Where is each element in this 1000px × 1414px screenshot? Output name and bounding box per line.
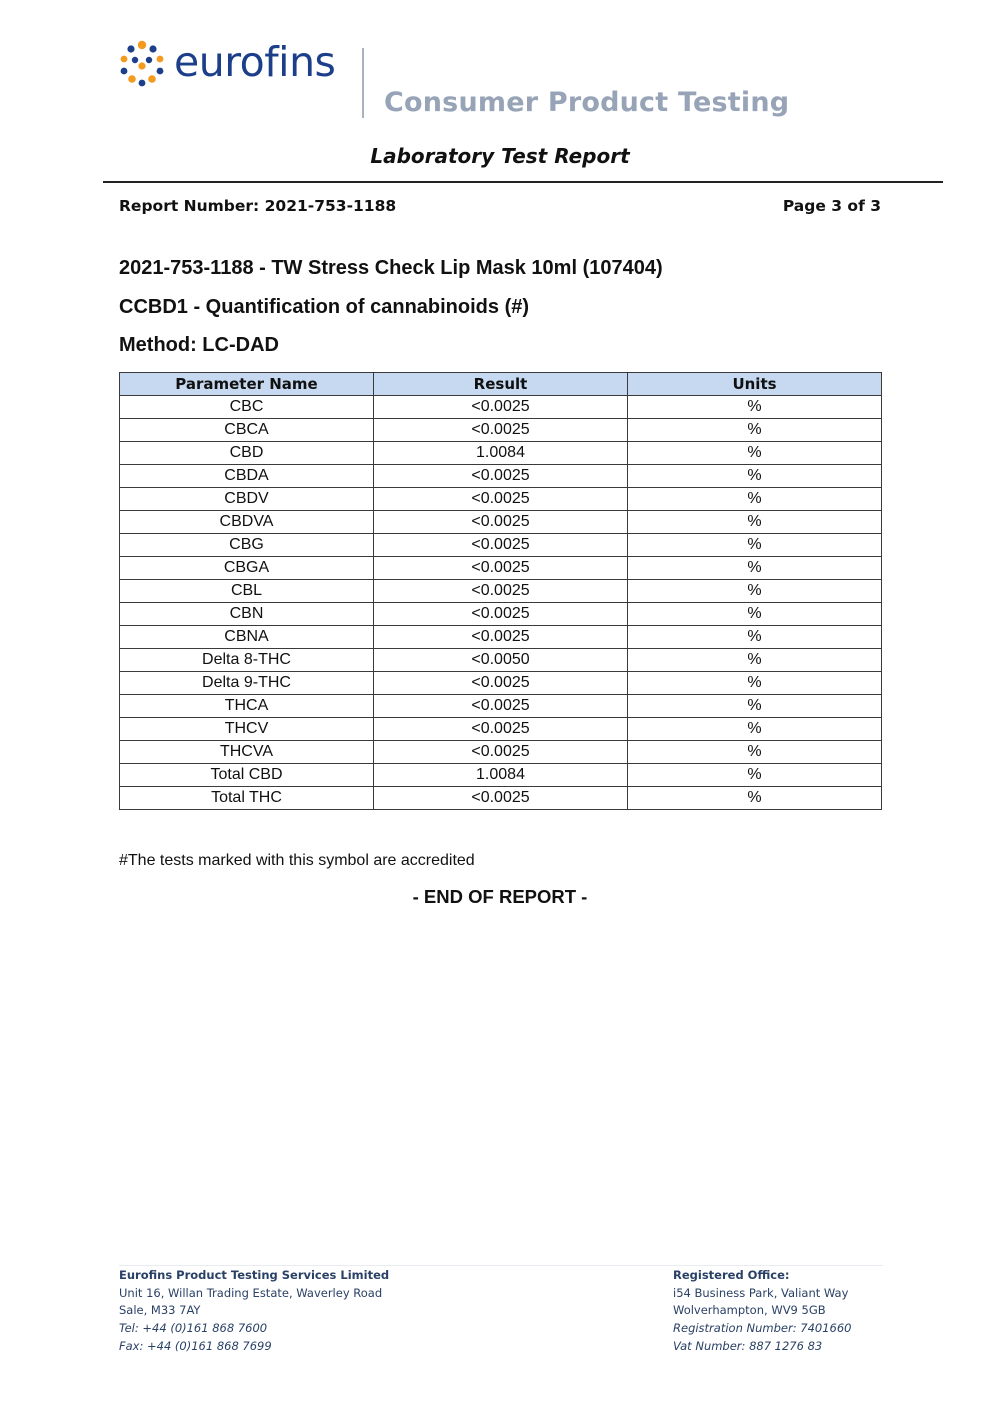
footer-office-address-2: Wolverhampton, WV9 5GB xyxy=(673,1303,826,1318)
parameter-cell: CBDA xyxy=(120,465,374,488)
unit-cell: % xyxy=(628,649,882,672)
unit-cell: % xyxy=(628,465,882,488)
sample-title: 2021-753-1188 - TW Stress Check Lip Mask 10ml (107404) xyxy=(119,257,663,279)
unit-cell: % xyxy=(628,511,882,534)
footer-tel: Tel: +44 (0)161 868 7600 xyxy=(119,1321,268,1336)
table-row xyxy=(120,649,882,672)
table-row xyxy=(120,695,882,718)
parameter-cell: CBDV xyxy=(120,488,374,511)
footer-office-address-1: i54 Business Park, Valiant Way xyxy=(673,1285,849,1300)
footer-registered-office-title: Registered Office: xyxy=(673,1268,790,1282)
parameter-cell: CBNA xyxy=(120,626,374,649)
result-cell: <0.0025 xyxy=(374,626,628,649)
unit-cell: % xyxy=(628,787,882,810)
unit-cell: % xyxy=(628,672,882,695)
table-row xyxy=(120,396,882,419)
parameter-cell: CBC xyxy=(120,396,374,419)
result-cell: 1.0084 xyxy=(374,764,628,787)
table-header-row xyxy=(120,373,882,396)
parameter-cell: CBG xyxy=(120,534,374,557)
parameter-cell: Total THC xyxy=(120,787,374,810)
parameter-cell: Total CBD xyxy=(120,764,374,787)
unit-cell: % xyxy=(628,764,882,787)
parameter-cell: Delta 9-THC xyxy=(120,672,374,695)
parameter-cell: CBL xyxy=(120,580,374,603)
unit-cell: % xyxy=(628,488,882,511)
parameter-cell: THCV xyxy=(120,718,374,741)
test-title: CCBD1 - Quantification of cannabinoids (#) xyxy=(119,296,530,318)
page-number: Page 3 of 3 xyxy=(782,197,881,215)
parameter-cell: CBN xyxy=(120,603,374,626)
result-cell: <0.0025 xyxy=(374,672,628,695)
parameter-cell: CBD xyxy=(120,442,374,465)
footer-fax: Fax: +44 (0)161 868 7699 xyxy=(119,1338,272,1353)
footer-vat-number: Vat Number: 887 1276 83 xyxy=(673,1338,823,1353)
result-cell: <0.0025 xyxy=(374,488,628,511)
result-cell: <0.0025 xyxy=(374,695,628,718)
unit-cell: % xyxy=(628,603,882,626)
parameter-cell: THCA xyxy=(120,695,374,718)
result-cell: <0.0025 xyxy=(374,396,628,419)
unit-cell: % xyxy=(628,534,882,557)
parameter-cell: Delta 8-THC xyxy=(120,649,374,672)
footer-company-address-1: Unit 16, Willan Trading Estate, Waverley Road xyxy=(119,1285,383,1300)
end-of-report: - END OF REPORT - xyxy=(412,886,588,907)
result-cell: <0.0025 xyxy=(374,580,628,603)
column-header-units: Units xyxy=(628,373,882,396)
result-cell: <0.0025 xyxy=(374,511,628,534)
logo-wordmark: eurofins xyxy=(174,38,336,86)
result-cell: <0.0025 xyxy=(374,718,628,741)
result-cell: <0.0025 xyxy=(374,534,628,557)
result-cell: 1.0084 xyxy=(374,442,628,465)
footer-registered-office-block xyxy=(673,1267,851,1356)
result-cell: <0.0025 xyxy=(374,787,628,810)
column-header-result: Result xyxy=(374,373,628,396)
unit-cell: % xyxy=(628,741,882,764)
accreditation-note: #The tests marked with this symbol are accredited xyxy=(119,852,475,869)
results-table xyxy=(119,372,882,810)
parameter-cell: CBDVA xyxy=(120,511,374,534)
parameter-cell: CBCA xyxy=(120,419,374,442)
eurofins-logo-mark xyxy=(118,40,166,88)
unit-cell: % xyxy=(628,695,882,718)
result-cell: <0.0025 xyxy=(374,603,628,626)
report-number: Report Number: 2021-753-1188 xyxy=(119,197,397,215)
table-row xyxy=(120,787,882,810)
unit-cell: % xyxy=(628,718,882,741)
table-row xyxy=(120,534,882,557)
footer-rule xyxy=(119,1265,883,1266)
footer-registration-number: Registration Number: 7401660 xyxy=(673,1321,852,1336)
result-cell: <0.0050 xyxy=(374,649,628,672)
unit-cell: % xyxy=(628,626,882,649)
unit-cell: % xyxy=(628,419,882,442)
unit-cell: % xyxy=(628,580,882,603)
table-row xyxy=(120,488,882,511)
result-cell: <0.0025 xyxy=(374,465,628,488)
footer-company-name: Eurofins Product Testing Services Limited xyxy=(119,1268,390,1282)
header-rule xyxy=(103,181,943,183)
unit-cell: % xyxy=(628,442,882,465)
result-cell: <0.0025 xyxy=(374,557,628,580)
report-title: Laboratory Test Report xyxy=(370,144,630,168)
table-row xyxy=(120,741,882,764)
division-name: Consumer Product Testing xyxy=(384,87,790,118)
footer-company-address-2: Sale, M33 7AY xyxy=(119,1303,201,1318)
footer-company-block xyxy=(119,1267,389,1356)
table-row xyxy=(120,718,882,741)
result-cell: <0.0025 xyxy=(374,419,628,442)
table-row xyxy=(120,465,882,488)
table-row xyxy=(120,511,882,534)
table-row xyxy=(120,626,882,649)
method-title: Method: LC-DAD xyxy=(119,334,279,356)
table-row xyxy=(120,557,882,580)
table-row xyxy=(120,764,882,787)
table-row xyxy=(120,603,882,626)
header-divider xyxy=(362,48,364,118)
parameter-cell: CBGA xyxy=(120,557,374,580)
parameter-cell: THCVA xyxy=(120,741,374,764)
table-row xyxy=(120,672,882,695)
eurofins-logo xyxy=(118,40,348,90)
column-header-parameter: Parameter Name xyxy=(120,373,374,396)
table-row xyxy=(120,419,882,442)
table-row xyxy=(120,580,882,603)
result-cell: <0.0025 xyxy=(374,741,628,764)
report-meta xyxy=(119,197,881,215)
table-row xyxy=(120,442,882,465)
unit-cell: % xyxy=(628,396,882,419)
unit-cell: % xyxy=(628,557,882,580)
